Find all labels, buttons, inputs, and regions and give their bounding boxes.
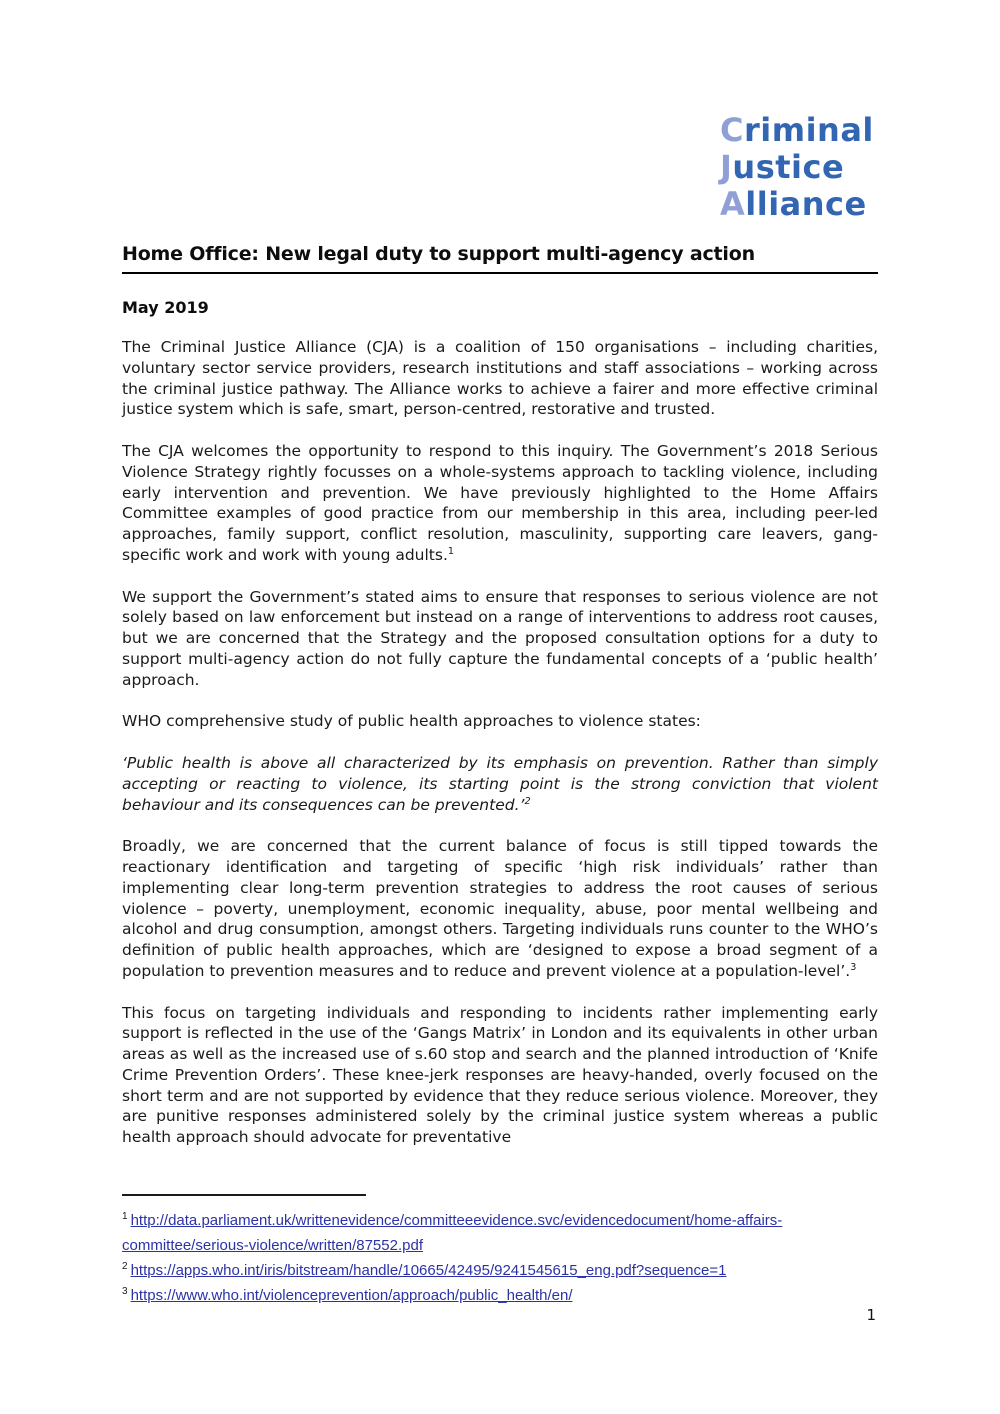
footnote-ref-3: 3 bbox=[850, 961, 857, 973]
footnote-ref-2: 2 bbox=[524, 795, 531, 807]
footnote-separator bbox=[122, 1194, 366, 1196]
page-number: 1 bbox=[866, 1306, 876, 1324]
paragraph-text: Broadly, we are concerned that the current balance of focus is still tipped towards the reactionary identification and targeting of specific ‘high risk individuals’ rather than implementing clear long-term prevention strategies to address the root causes of serious violence – poverty, unemployment, economic inequality, abuse, poor mental wellbeing and alcohol and drug consumption, amongst others. Targeting individuals runs counter to the WHO’s definition of public health approaches, which are ‘designed to expose a broad segment of a population to prevention measures and to reduce and prevent violence at a population-level’. bbox=[122, 837, 878, 980]
footnote-link-1[interactable]: http://data.parliament.uk/writtenevidence/committeeevidence.svc/evidencedocument/home-affairs-committee/serious-violence/written/87552.pdf bbox=[122, 1212, 783, 1254]
footnotes-section bbox=[122, 1186, 862, 1308]
paragraph-text: We support the Government’s stated aims to ensure that responses to serious violence are not solely based on law enforcement but instead on a range of interventions to address root causes, but we are concerned that the Strategy and the proposed consultation options for a duty to support multi-agency action do not fully capture the fundamental concepts of a ‘public health’ approach. bbox=[122, 587, 878, 689]
footnote-number: 2 bbox=[122, 1261, 128, 1272]
logo-line-criminal bbox=[720, 112, 874, 149]
logo-word: lliance bbox=[745, 185, 867, 223]
logo-line-justice bbox=[720, 149, 874, 186]
paragraph-focus bbox=[122, 1003, 878, 1149]
logo-initial: C bbox=[720, 111, 744, 149]
document-title: Home Office: New legal duty to support multi-agency action bbox=[122, 243, 878, 274]
paragraph-text: The CJA welcomes the opportunity to respond to this inquiry. The Government’s 2018 Serious Violence Strategy rightly focusses on a whole-systems approach to tackling violence, including early intervention and prevention. We have previously highlighted to the Home Affairs Committee examples of good practice from our membership in this area, including peer-led approaches, family support, conflict resolution, masculinity, supporting care leavers, gang-specific work and work with young adults. bbox=[122, 441, 878, 564]
paragraph-welcome bbox=[122, 441, 878, 566]
footnote-number: 3 bbox=[122, 1286, 128, 1297]
logo-initial: A bbox=[720, 185, 746, 223]
footnote-item-3 bbox=[122, 1283, 862, 1308]
footnote-link-2[interactable]: https://apps.who.int/iris/bitstream/handle/10665/42495/9241545615_eng.pdf?sequence=1 bbox=[130, 1262, 727, 1279]
document-content bbox=[122, 243, 878, 1169]
logo-word: ustice bbox=[732, 148, 845, 186]
footnote-ref-1: 1 bbox=[447, 545, 454, 557]
paragraph-intro bbox=[122, 337, 878, 420]
footnote-item-2 bbox=[122, 1258, 862, 1283]
footnote-number: 1 bbox=[122, 1211, 128, 1222]
paragraph-broadly bbox=[122, 836, 878, 982]
footnote-item-1 bbox=[122, 1208, 862, 1258]
logo-initial: J bbox=[720, 148, 733, 186]
paragraph-text: WHO comprehensive study of public health approaches to violence states: bbox=[122, 712, 701, 731]
quote-text: ‘Public health is above all characterized by its emphasis on prevention. Rather than simply accepting or reacting to violence, its starting point is the strong conviction that violent behaviour and its consequences can be prevented.’ bbox=[122, 753, 878, 814]
paragraph-text: This focus on targeting individuals and responding to incidents rather implementing early support is reflected in the use of the ‘Gangs Matrix’ in London and its equivalents in other urban areas as well as the increased use of s.60 stop and search and the planned introduction of ‘Knife Crime Prevention Orders’. These knee-jerk responses are heavy-handed, overly focused on the short term and are not supported by evidence that they reduce serious violence. Moreover, they are punitive responses administered solely by the criminal justice system whereas a public health approach should advocate for preventative bbox=[122, 1003, 878, 1147]
logo-line-alliance bbox=[720, 186, 874, 223]
logo-word: riminal bbox=[743, 111, 874, 149]
paragraph-support bbox=[122, 587, 878, 691]
footnote-link-3[interactable]: https://www.who.int/violenceprevention/approach/public_health/en/ bbox=[130, 1287, 573, 1304]
document-date: May 2019 bbox=[122, 298, 209, 317]
paragraph-text: The Criminal Justice Alliance (CJA) is a coalition of 150 organisations – including charities, voluntary sector service providers, research institutions and staff associations – working across the criminal justice pathway. The Alliance works to achieve a fairer and more effective criminal justice system which is safe, smart, person-centred, restorative and trusted. bbox=[122, 338, 878, 419]
cja-logo bbox=[720, 112, 874, 223]
quote-paragraph bbox=[122, 753, 878, 815]
paragraph-who-intro bbox=[122, 711, 878, 732]
